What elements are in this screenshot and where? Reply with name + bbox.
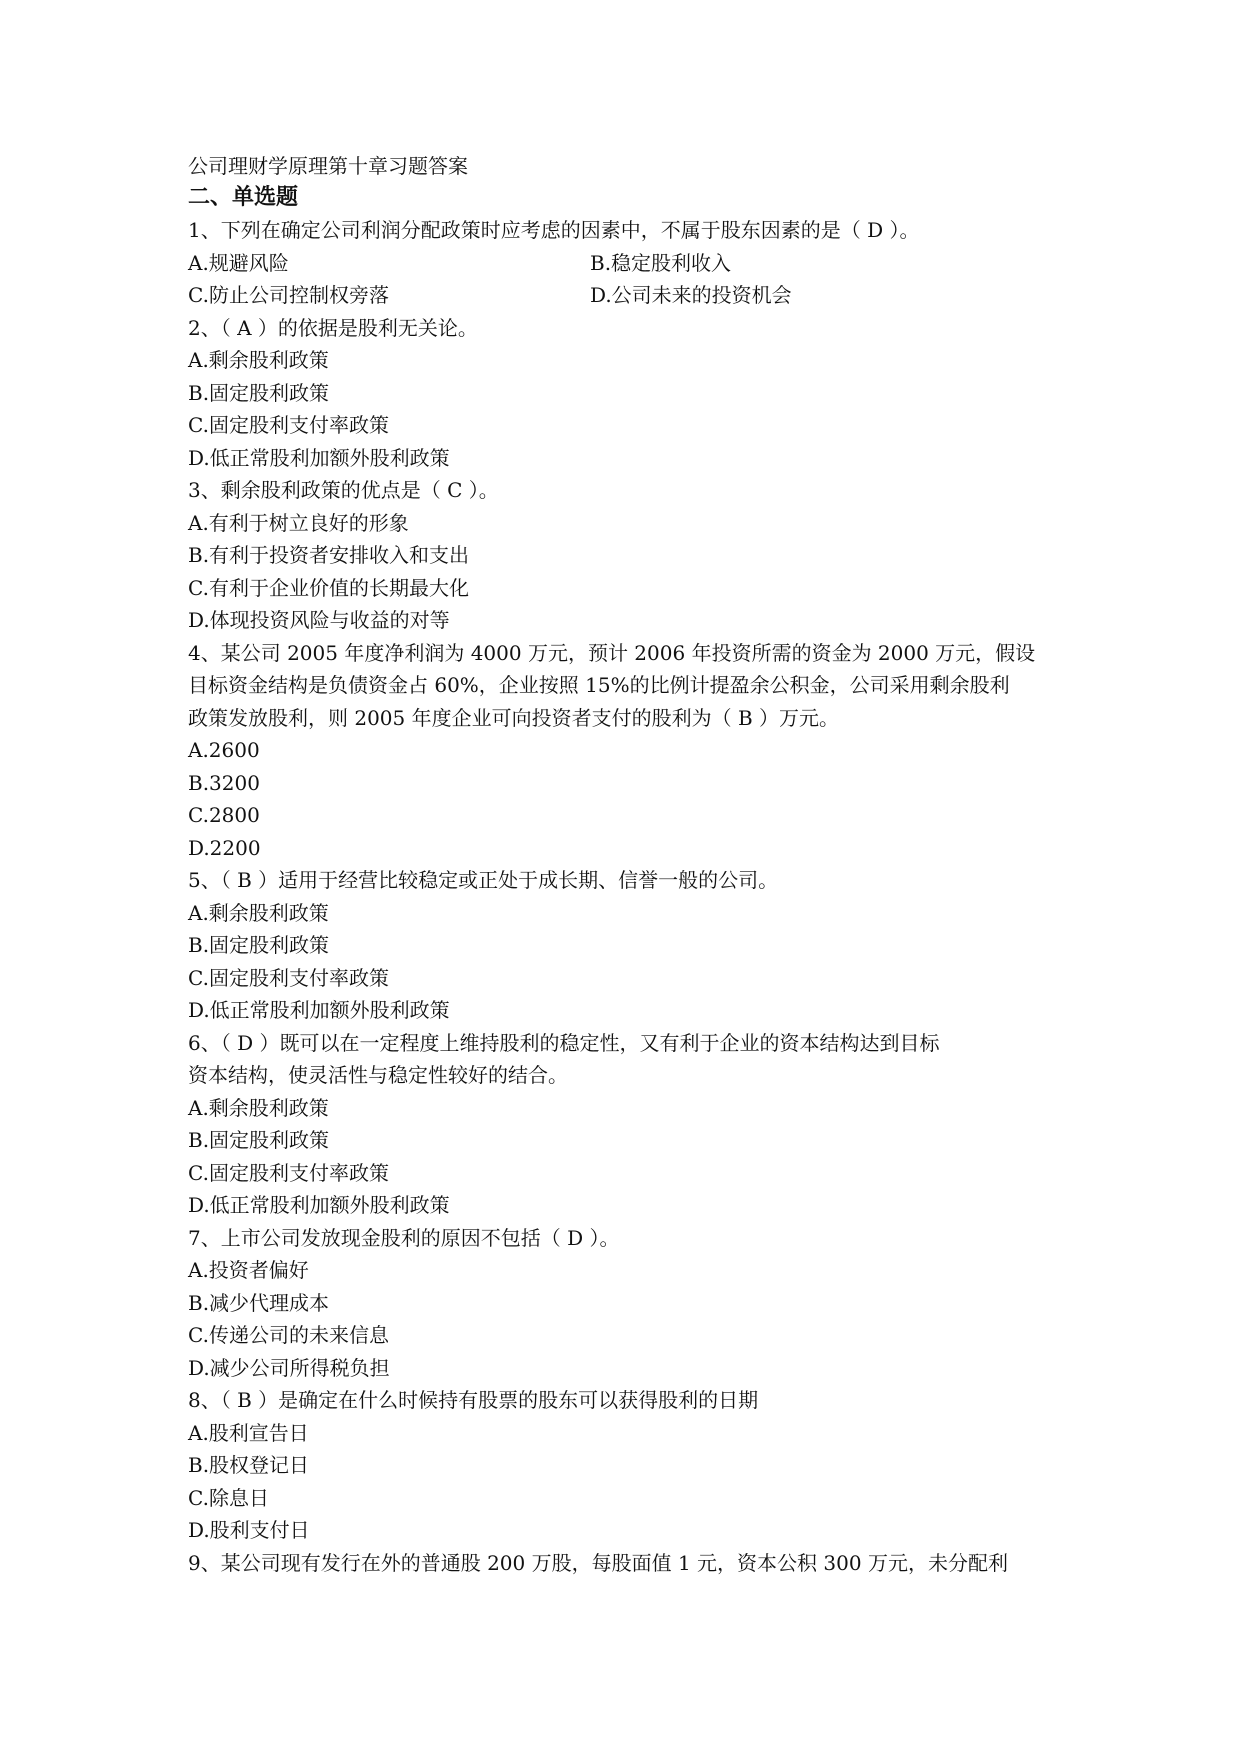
option-c: C.有利于企业价值的长期最大化 [188,575,469,600]
option-d: D.体现投资风险与收益的对等 [188,608,450,632]
option-row [188,247,1068,280]
question-text: 1、下列在确定公司利润分配政策时应考虑的因素中，不属于股东因素的是（ D ）。 [188,218,920,242]
option-d: D.股利支付日 [188,1518,310,1542]
question-text: 资本结构，使灵活性与稳定性较好的结合。 [188,1063,568,1087]
option-a: A.股利宣告日 [188,1420,309,1445]
question-6 [188,1027,1068,1222]
option-d: D.2200 [188,835,261,860]
question-7 [188,1222,1068,1385]
question-2 [188,312,1068,475]
option-c: C.除息日 [188,1485,269,1510]
question-8 [188,1384,1068,1547]
question-3 [188,474,1068,637]
option-a: A.规避风险 [188,250,289,275]
option-d: D.低正常股利加额外股利政策 [188,445,450,470]
option-b: B.固定股利政策 [188,1128,330,1152]
option-a: A.2600 [188,738,260,762]
option-d: D.低正常股利加额外股利政策 [188,1193,450,1217]
option-c: C.固定股利支付率政策 [188,1160,389,1185]
question-text: 8、（ B ）是确定在什么时候持有股票的股东可以获得股利的日期 [188,1388,759,1412]
option-a: A.有利于树立良好的形象 [188,510,409,535]
question-text: 4、某公司 2005 年度净利润为 4000 万元，预计 2006 年投资所需的资金为 2000 万元，假设 [188,640,1036,665]
option-c: C.2800 [188,803,260,827]
option-a: A.剩余股利政策 [188,900,329,925]
option-row [188,279,1068,312]
option-b: B.有利于投资者安排收入和支出 [188,543,470,567]
question-9 [188,1547,1068,1580]
option-c: C.固定股利支付率政策 [188,965,389,990]
option-c: C.固定股利支付率政策 [188,413,389,437]
question-text: 9、某公司现有发行在外的普通股 200 万股，每股面值 1 元，资本公积 300 万元，未分配利 [188,1550,1008,1575]
option-c: C.防止公司控制权旁落 [188,283,389,307]
option-b: B.3200 [188,770,260,795]
option-b: B.股权登记日 [188,1453,310,1477]
option-b: B.固定股利政策 [188,380,330,405]
option-d: D.公司未来的投资机会 [590,283,792,307]
option-d: D.低正常股利加额外股利政策 [188,998,450,1022]
question-text: 6、（ D ）既可以在一定程度上维持股利的稳定性，又有利于企业的资本结构达到目标 [188,1030,940,1055]
question-text: 政策发放股利，则 2005 年度企业可向投资者支付的股利为（ B ）万元。 [188,705,840,730]
document-page [188,150,1068,1579]
option-c: C.传递公司的未来信息 [188,1323,389,1347]
question-5 [188,864,1068,1027]
question-4 [188,637,1068,865]
question-text: 2、（ A ）的依据是股利无关论。 [188,315,478,340]
section-heading: 二、单选题 [188,185,299,210]
option-a: A.剩余股利政策 [188,1095,329,1120]
option-a: A.投资者偏好 [188,1258,309,1282]
question-text: 3、剩余股利政策的优点是（ C ）。 [188,478,499,502]
option-b: B.稳定股利收入 [590,250,732,275]
option-b: B.减少代理成本 [188,1290,330,1315]
option-b: B.固定股利政策 [188,933,330,957]
question-text: 目标资金结构是负债资金占 60%，企业按照 15%的比例计提盈余公积金，公司采用剩余股利 [188,673,1010,697]
question-text: 5、（ B ）适用于经营比较稳定或正处于成长期、信誉一般的公司。 [188,868,779,892]
question-1 [188,214,1068,312]
option-a: A.剩余股利政策 [188,348,329,372]
option-d: D.减少公司所得税负担 [188,1355,390,1380]
document-title: 公司理财学原理第十章习题答案 [188,154,468,178]
question-text: 7、上市公司发放现金股利的原因不包括（ D ）。 [188,1225,620,1250]
